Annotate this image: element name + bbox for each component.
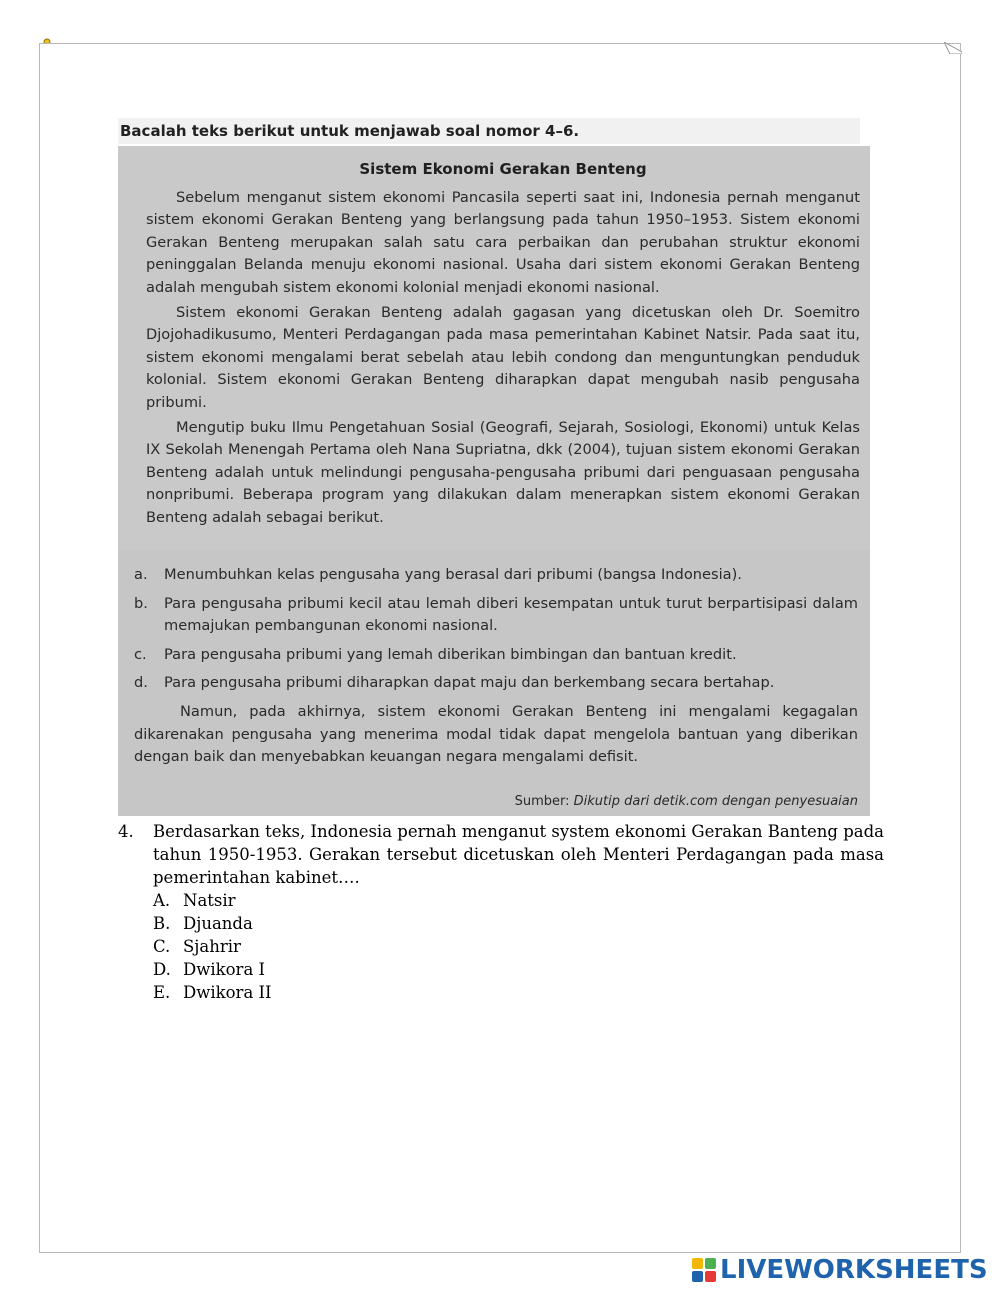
answer-option-c[interactable]: C. Sjahrir: [153, 937, 241, 956]
program-item: c. Para pengusaha pribumi yang lemah diberikan bimbingan dan bantuan kredit.: [134, 645, 737, 663]
program-list: [134, 564, 858, 695]
liveworksheets-logo[interactable]: [692, 1257, 988, 1283]
passage-intro: Bacalah teks berikut untuk menjawab soal nomor 4–6.: [118, 118, 860, 144]
passage-box: [118, 146, 870, 564]
passage-paragraph: Mengutip buku Ilmu Pengetahuan Sosial (Geografi, Sejarah, Sosiologi, Ekonomi) untuk Kelas IX Sekolah Menengah Pertama oleh Nana Supriatna, dkk (2004), tujuan sistem ekonomi Gerakan Benteng adalah untuk melindungi pengusaha-pengusaha pribumi dari penguasaan pengusaha nonpribumi. Beberapa program yang dilakukan dalam menerapkan sistem ekonomi Gerakan Benteng adalah sebagai berikut.: [146, 418, 860, 526]
question-text: Berdasarkan teks, Indonesia pernah menganut system ekonomi Gerakan Banteng pada tahun 1950-1953. Gerakan tersebut dicetuskan oleh Menteri Perdagangan pada masa pemerintahan kabinet….: [153, 822, 884, 887]
page-fold-icon: [944, 42, 962, 54]
passage-title: Sistem Ekonomi Gerakan Benteng: [359, 160, 647, 178]
answer-options: [153, 889, 884, 1004]
question-number: 4.: [118, 822, 134, 841]
answer-option-e[interactable]: E. Dwikora II: [153, 983, 272, 1002]
program-item: a. Menumbuhkan kelas pengusaha yang berasal dari pribumi (bangsa Indonesia).: [134, 566, 742, 583]
passage-paragraph: Sebelum menganut sistem ekonomi Pancasila seperti saat ini, Indonesia pernah menganut sistem ekonomi Gerakan Benteng yang berlangsung pada tahun 1950–1953. Sistem ekonomi Gerakan Benteng merupakan salah satu cara perbaikan dan perubahan struktur ekonomi peninggalan Belanda menuju ekonomi nasional. Usaha dari sistem ekonomi Gerakan Benteng adalah mengubah sistem ekonomi kolonial menjadi ekonomi nasional.: [146, 188, 860, 296]
brand-name: LIVEWORKSHEETS: [720, 1255, 988, 1285]
passage-source: Sumber: Dikutip dari detik.com dengan penyesuaian: [514, 793, 858, 809]
answer-option-a[interactable]: A. Natsir: [153, 891, 236, 910]
program-item: d. Para pengusaha pribumi diharapkan dapat maju dan berkembang secara bertahap.: [134, 674, 775, 692]
program-item: b. Para pengusaha pribumi kecil atau lemah diberi kesempatan untuk turut berpartisipasi dalam memajukan pembangunan ekonomi nasional.: [134, 594, 858, 635]
question-4: [118, 820, 884, 1004]
brand-blocks-icon: [692, 1258, 716, 1282]
answer-option-b[interactable]: B. Djuanda: [153, 914, 253, 933]
program-box: [118, 550, 870, 816]
passage-closing: Namun, pada akhirnya, sistem ekonomi Gerakan Benteng ini mengalami kegagalan dikarenakan pengusaha yang menerima modal tidak dapat mengelola bantuan yang diberikan dengan baik dan menyebabkan keuangan negara mengalami defisit.: [134, 702, 858, 766]
passage-paragraph: Sistem ekonomi Gerakan Benteng adalah gagasan yang dicetuskan oleh Dr. Soemitro Djojohadikusumo, Menteri Perdagangan pada masa pemerintahan Kabinet Natsir. Pada saat itu, sistem ekonomi mengalami berat sebelah atau lebih condong dan menguntungkan penduduk kolonial. Sistem ekonomi Gerakan Benteng diharapkan dapat mengubah nasib pengusaha pribumi.: [146, 303, 860, 411]
answer-option-d[interactable]: D. Dwikora I: [153, 960, 266, 979]
